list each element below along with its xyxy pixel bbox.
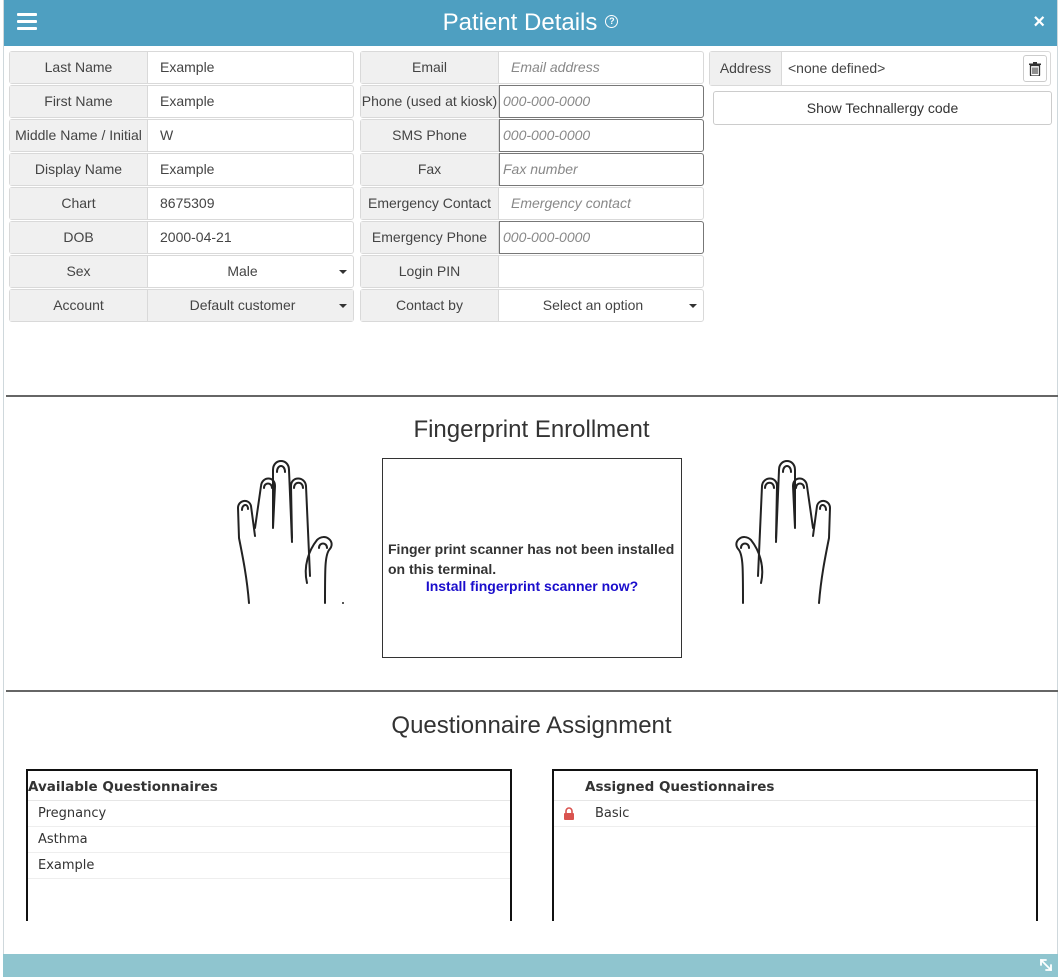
title-bar — [4, 0, 1057, 46]
chevron-down-icon — [339, 270, 347, 274]
close-icon[interactable]: × — [1033, 11, 1045, 33]
contact-by-field — [360, 289, 704, 322]
sex-label: Sex — [10, 256, 148, 287]
fax-input[interactable]: Fax number — [499, 153, 704, 186]
last-name-label: Last Name — [10, 52, 148, 83]
emergency-phone-label: Emergency Phone — [361, 222, 499, 253]
display-name-field — [9, 153, 354, 186]
email-label: Email — [361, 52, 499, 83]
emergency-contact-input[interactable]: Emergency contact — [511, 195, 631, 211]
window-title-text: Patient Details — [442, 9, 598, 36]
dob-label: DOB — [10, 222, 148, 253]
display-name-label: Display Name — [10, 154, 148, 185]
fingerprint-scanner-box — [382, 458, 682, 658]
fax-label: Fax — [361, 154, 499, 185]
show-technallergy-button[interactable]: Show Technallergy code — [713, 91, 1052, 125]
first-name-field — [9, 85, 354, 118]
dob-field — [9, 221, 354, 254]
email-input[interactable]: Email address — [511, 59, 600, 75]
last-name-field — [9, 51, 354, 84]
address-label: Address — [710, 52, 782, 85]
sex-select[interactable] — [148, 256, 353, 287]
account-select[interactable] — [148, 290, 353, 321]
section-divider — [6, 690, 1058, 692]
middle-name-input[interactable]: W — [160, 127, 174, 143]
fax-field — [360, 153, 704, 186]
left-hand-icon[interactable] — [233, 458, 378, 606]
list-item[interactable]: Asthma — [28, 827, 510, 853]
first-name-input[interactable]: Example — [160, 93, 215, 109]
account-field — [9, 289, 354, 322]
phone-field — [360, 85, 704, 118]
fingerprint-title: Fingerprint Enrollment — [413, 416, 650, 443]
emergency-phone-input[interactable]: 000-000-0000 — [499, 221, 704, 254]
right-hand-icon[interactable] — [690, 458, 835, 606]
sms-phone-field — [360, 119, 704, 152]
middle-name-label: Middle Name / Initial — [10, 120, 148, 151]
sms-phone-input[interactable]: 000-000-0000 — [499, 119, 704, 152]
phone-input[interactable]: 000-000-0000 — [499, 85, 704, 118]
contact-by-select-value: Select an option — [542, 297, 644, 313]
account-label: Account — [10, 290, 148, 321]
trash-icon[interactable] — [1023, 55, 1047, 82]
login-pin-label: Login PIN — [361, 256, 499, 287]
list-item[interactable]: Example — [28, 853, 510, 879]
questionnaire-title: Questionnaire Assignment — [391, 712, 672, 739]
email-field — [360, 51, 704, 84]
assigned-questionnaires-list — [552, 769, 1038, 921]
login-pin-field — [360, 255, 704, 288]
window-title — [4, 8, 1057, 38]
sex-field — [9, 255, 354, 288]
chevron-down-icon — [689, 304, 697, 308]
help-icon[interactable]: ? — [605, 15, 618, 28]
account-select-value: Default customer — [189, 297, 296, 313]
install-scanner-link[interactable]: Install fingerprint scanner now? — [425, 578, 639, 594]
phone-label: Phone (used at kiosk) — [361, 86, 499, 117]
resize-icon[interactable] — [1038, 957, 1054, 973]
list-item-label: Basic — [595, 806, 630, 821]
address-field — [709, 51, 1051, 86]
contact-by-label: Contact by — [361, 290, 499, 321]
chevron-down-icon — [339, 304, 347, 308]
emergency-phone-field — [360, 221, 704, 254]
patient-details-window — [3, 0, 1058, 977]
contact-by-select[interactable] — [499, 290, 703, 321]
sex-select-value: Male — [227, 263, 258, 279]
address-value[interactable]: <none defined> — [788, 60, 886, 76]
emergency-contact-field — [360, 187, 704, 220]
last-name-input[interactable]: Example — [160, 59, 215, 75]
section-divider — [6, 395, 1058, 397]
login-pin-input[interactable] — [499, 256, 703, 287]
chart-field — [9, 187, 354, 220]
scanner-message: Finger print scanner has not been installed on this terminal. — [388, 541, 675, 577]
list-item[interactable] — [554, 801, 1036, 827]
lock-icon — [563, 807, 575, 820]
first-name-label: First Name — [10, 86, 148, 117]
chart-label: Chart — [10, 188, 148, 219]
middle-name-field — [9, 119, 354, 152]
list-item[interactable]: Pregnancy — [28, 801, 510, 827]
sms-phone-label: SMS Phone — [361, 120, 499, 151]
dob-input[interactable]: 2000-04-21 — [160, 229, 232, 245]
status-footer — [3, 954, 1058, 977]
emergency-contact-label: Emergency Contact — [361, 188, 499, 219]
available-questionnaires-header: Available Questionnaires — [28, 771, 510, 801]
available-questionnaires-list — [26, 769, 512, 921]
chart-input[interactable]: 8675309 — [160, 195, 215, 211]
assigned-questionnaires-header: Assigned Questionnaires — [554, 771, 1036, 801]
display-name-input[interactable]: Example — [160, 161, 215, 177]
